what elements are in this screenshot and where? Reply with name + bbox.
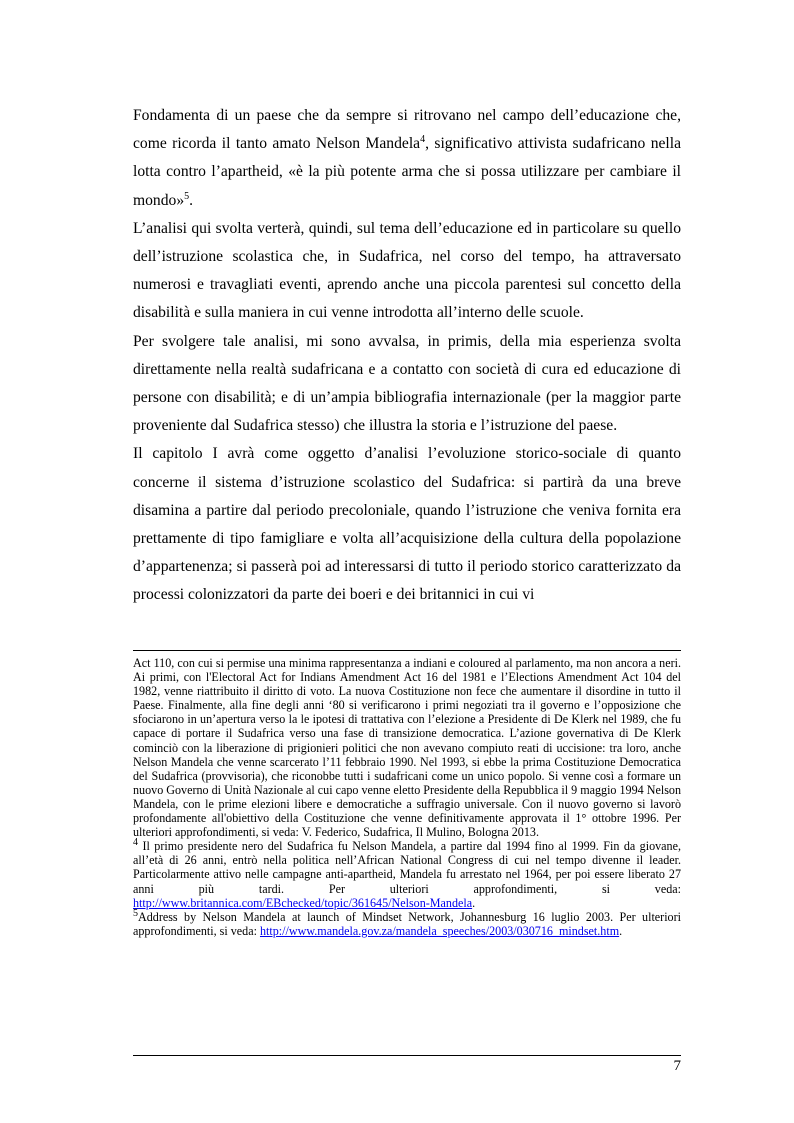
main-text (133, 102, 681, 610)
footnotes (133, 656, 681, 938)
footnote-ref-5[interactable]: 5 (184, 190, 190, 202)
footnote-ref-4[interactable]: 4 (420, 134, 426, 146)
paragraph-4: Il capitolo I avrà come oggetto d’analisi l’evoluzione storico-sociale di quanto concerne il sistema d’istruzione scolastico del Sudafrica: si partirà da una breve disamina a partire dal periodo precoloniale, quando l’istruzione che veniva fornita era prettamente di tipo famigliare e volta all’acquisizione della cultura della popolazione d’appartenenza; si passerà poi ad interessarsi di tutto il periodo storico caratterizzato da processi colonizzatori da parte dei boeri e dei britannici in cui vi (133, 445, 681, 604)
paragraph-1: Fondamenta di un paese che da sempre si ritrovano nel campo dell’educazione che, come ricorda il tanto amato Nelson Mandela$^4$, significativo attivista sudafricano nella lotta contro l’apartheid, «è la più potente arma che si possa utilizzare per cambiare il mondo»$^5$. (133, 107, 681, 209)
footnote-continued: Act 110, con cui si permise una minima rappresentanza a indiani e coloured al parlamento, ma non ancora a neri. Ai primi, con l'Electoral Act for Indians Amendment Act 16 del 1981 e l’Elections Amendment Act 104 del 1982, venne riattribuito il diritto di voto. La nuova Costituzione non fece che aumentare il disordine in tutto il Paese. Finalmente, alla fine degli anni ‘80 si verificarono i primi negoziati tra il governo e l’opposizione che sfociarono in un’apertura verso la le ipotesi di trattativa con l’elezione a Presidente di De Klerk nel 1989, che fu capace di portare il Sudafrica verso una fase di transizione democratica. L’azione governativa di De Klerk cominciò con la liberazione di prigionieri politici che non avevano compiuto reati di uccisione: tra loro, anche Nelson Mandela che venne scarcerato l’11 febbraio 1990. Nel 1993, si ebbe la prima Costituzione Democratica del Sudafrica (provvisoria), che riconobbe tutti i sudafricani come un unico popolo. Si venne così a formare un nuovo Governo di Unità Nazionale al cui capo venne eletto Presidente della Repubblica il 9 maggio 1994 Nelson Mandela, con le prime elezioni libere e democratiche a suffragio universale. Con il nuovo governo si lavorò profondamente all'obiettivo della Costituzione che venne definitivamente approvata il 1° ottobre 1996. Per ulteriori approfondimenti, si veda: V. Federico, Sudafrica, Il Mulino, Bologna 2013. (133, 656, 681, 840)
footnote-5: $^5$Address by Nelson Mandela at launch of Mindset Network, Johannesburg 16 luglio 2003. Per ulteriori approfondimenti, si veda: http://www.mandela.gov.za/mandela_speeches/2003/030716_mindset.htm. (133, 907, 681, 938)
footer-separator (133, 1055, 681, 1056)
page-number: 7 (673, 1058, 681, 1074)
footnote-4-link[interactable]: http://www.britannica.com/EBchecked/topic/361645/Nelson-Mandela (133, 895, 473, 910)
footnote-separator (133, 650, 681, 651)
paragraph-3: Per svolgere tale analisi, mi sono avvalsa, in primis, della mia esperienza svolta direttamente nella realtà sudafricana e a contatto con società di cura ed educazione di persone con disabilità; e di un’ampia bibliografia internazionale (per la maggior parte proveniente dal Sudafrica stesso) che illustra la storia e l’istruzione del paese. (133, 332, 681, 435)
footnote-4: $^4$ Il primo presidente nero del Sudafrica fu Nelson Mandela, a partire dal 1994 fino al 1999. Fin da giovane, all’età di 26 anni, entrò nella politica nell’African National Congress di cui nel tempo divenne il leader. Particolarmente attivo nelle campagne anti-apartheid, Mandela fu arrestato nel 1964, per poi essere liberato 27 anni più tardi. Per ulteriori approfondimenti, si veda: http://www.britannica.com/EBchecked/topic/361645/Nelson-Mandela. (133, 837, 681, 910)
paragraph-2: L’analisi qui svolta verterà, quindi, sul tema dell’educazione ed in particolare su quello dell’istruzione scolastica che, in Sudafrica, nel corso del tempo, ha attraversato numerosi e travagliati eventi, aprendo anche una piccola parentesi sul concetto della disabilità e sulla maniera in cui venne introdotta all’interno delle scuole. (133, 219, 681, 322)
footnote-5-link[interactable]: http://www.mandela.gov.za/mandela_speeches/2003/030716_mindset.htm (259, 923, 620, 938)
